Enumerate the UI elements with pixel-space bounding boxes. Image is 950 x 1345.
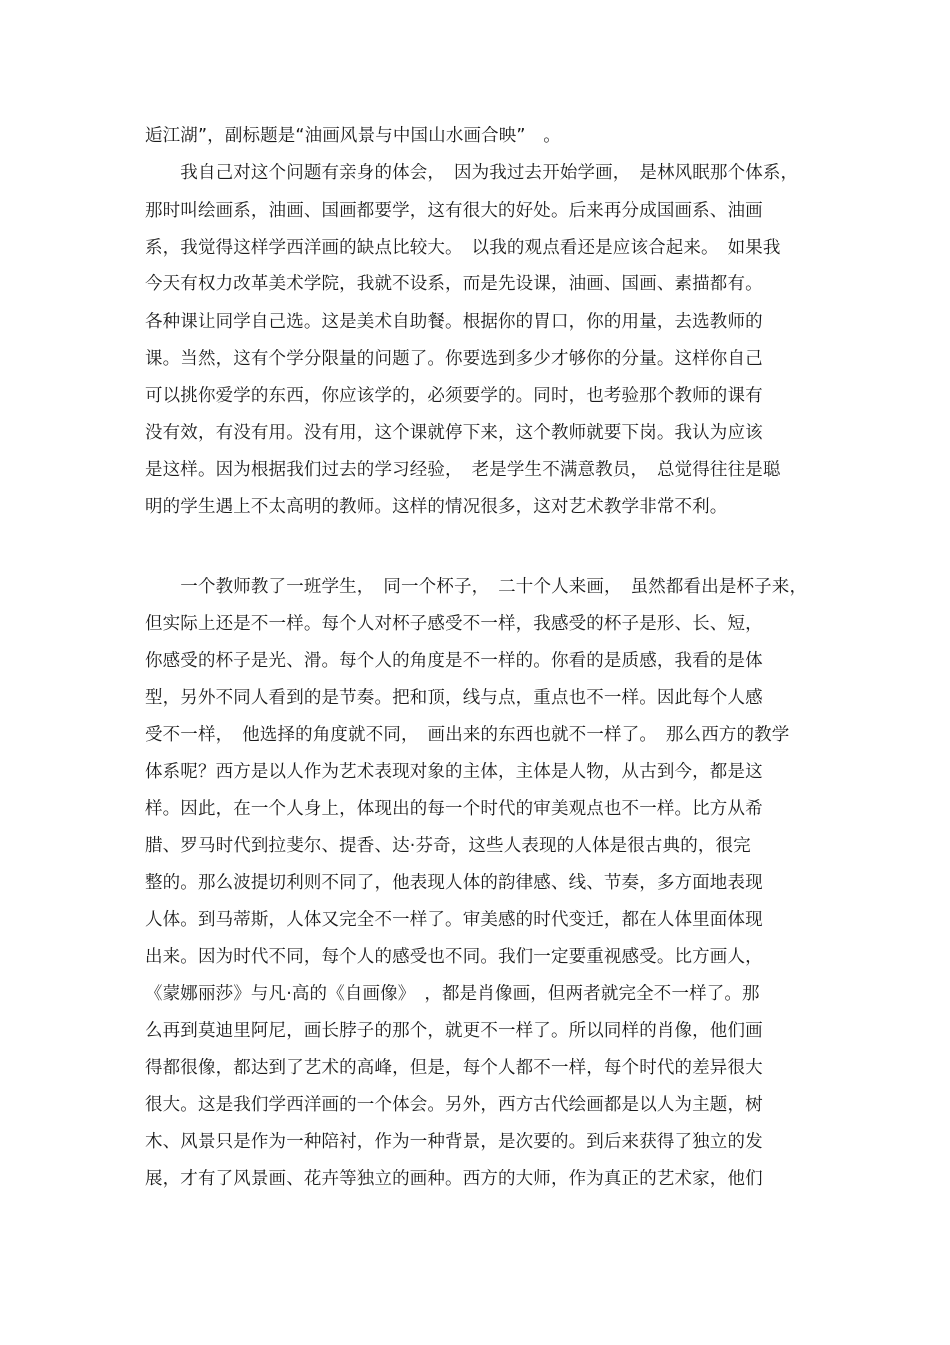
text-line: 很大。这是我们学西洋画的一个体会。另外，西方古代绘画都是以人为主题，树 — [145, 1095, 763, 1115]
text-line: 没有效，有没有用。没有用，这个课就停下来，这个教师就要下岗。我认为应该 — [145, 423, 763, 443]
text-line: 受不一样， 他选择的角度就不同， 画出来的东西也就不一样了。 那么西方的教学 — [145, 725, 790, 745]
text-line: 展，才有了风景画、花卉等独立的画种。西方的大师，作为真正的艺术家，他们 — [145, 1169, 763, 1189]
text-line: 整的。那么波提切利则不同了，他表现人体的韵律感、线、节奏，多方面地表现 — [145, 873, 763, 893]
text-line: 系，我觉得这样学西洋画的缺点比较大。 以我的观点看还是应该合起来。 如果我 — [145, 238, 781, 258]
text-line: 今天有权力改革美术学院，我就不设系，而是先设课，油画、国画、素描都有。 — [145, 274, 763, 294]
text-line: 木、风景只是作为一种陪衬，作为一种背景，是次要的。到后来获得了独立的发 — [145, 1132, 763, 1152]
text-line: 是这样。因为根据我们过去的学习经验， 老是学生不满意教员， 总觉得往往是聪 — [145, 460, 781, 480]
text-line: 一个教师教了一班学生， 同一个杯子， 二十个人来画， 虽然都看出是杯子来， — [145, 577, 808, 597]
text-line: 逅江湖”，副标题是“油画风景与中国山水画合映” 。 — [145, 126, 561, 146]
text-line: 么再到莫迪里阿尼，画长脖子的那个，就更不一样了。所以同样的肖像，他们画 — [145, 1021, 763, 1041]
text-line: 型，另外不同人看到的是节奏。把和顶，线与点，重点也不一样。因此每个人感 — [145, 688, 763, 708]
text-line: 我自己对这个问题有亲身的体会， 因为我过去开始学画， 是林风眠那个体系， — [145, 163, 799, 183]
text-line: 课。当然，这有个学分限量的问题了。你要选到多少才够你的分量。这样你自己 — [145, 349, 763, 369]
text-line: 得都很像，都达到了艺术的高峰，但是，每个人都不一样，每个时代的差异很大 — [145, 1058, 763, 1078]
text-line: 样。因此，在一个人身上，体现出的每一个时代的审美观点也不一样。比方从希 — [145, 799, 763, 819]
text-line: 可以挑你爱学的东西，你应该学的，必须要学的。同时，也考验那个教师的课有 — [145, 386, 763, 406]
text-line: 《蒙娜丽莎》与凡·高的《自画像》 ，都是肖像画，但两者就完全不一样了。那 — [145, 984, 760, 1004]
text-line: 人体。到马蒂斯，人体又完全不一样了。审美感的时代变迁，都在人体里面体现 — [145, 910, 763, 930]
text-line: 明的学生遇上不太高明的教师。这样的情况很多，这对艺术教学非常不利。 — [145, 497, 728, 517]
text-line: 各种课让同学自己选。这是美术自助餐。根据你的胃口，你的用量，去选教师的 — [145, 312, 763, 332]
text-line: 出来。因为时代不同，每个人的感受也不同。我们一定要重视感受。比方画人， — [145, 947, 763, 967]
text-line: 你感受的杯子是光、滑。每个人的角度是不一样的。你看的是质感，我看的是体 — [145, 651, 763, 671]
text-line: 那时叫绘画系，油画、国画都要学，这有很大的好处。后来再分成国画系、油画 — [145, 201, 763, 221]
text-line: 腊、罗马时代到拉斐尔、提香、达·芬奇，这些人表现的人体是很古典的，很完 — [145, 836, 751, 856]
text-line: 体系呢？西方是以人作为艺术表现对象的主体，主体是人物，从古到今，都是这 — [145, 762, 763, 782]
text-line: 但实际上还是不一样。每个人对杯子感受不一样，我感受的杯子是形、长、短， — [145, 614, 763, 634]
